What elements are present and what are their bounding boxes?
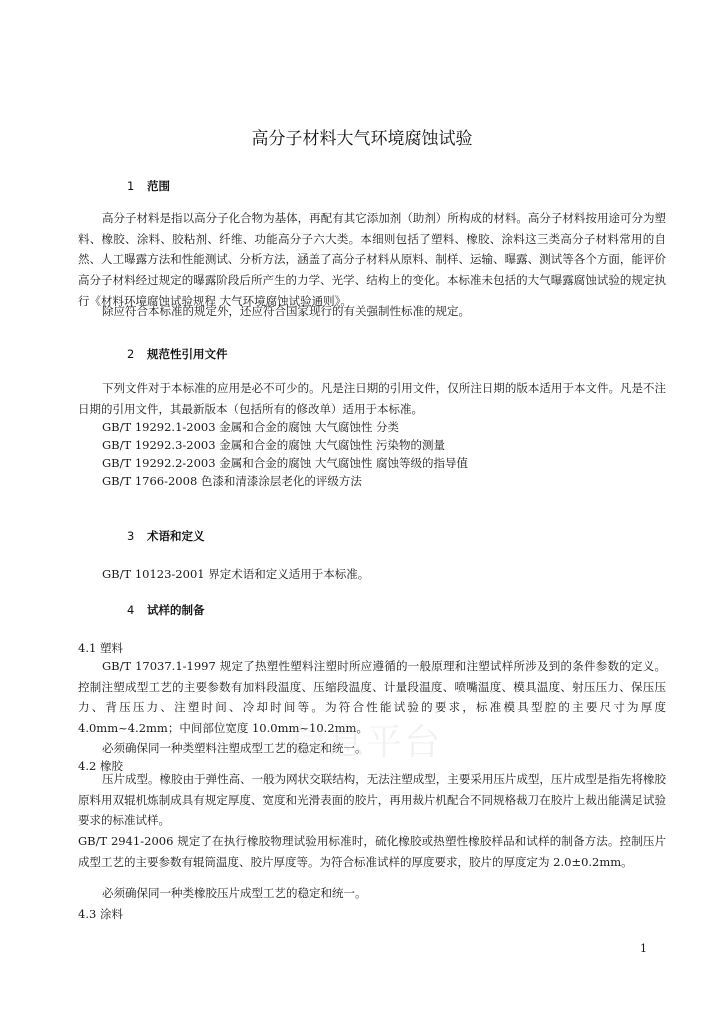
reference-item: GB/T 1766-2008 色漆和清漆涂层老化的评级方法 xyxy=(102,474,362,488)
reference-item: GB/T 19292.2-2003 金属和合金的腐蚀 大气腐蚀性 腐蚀等级的指导值 xyxy=(102,456,469,470)
section-number: 4 xyxy=(127,603,135,617)
scope-paragraph-2: 除应符合本标准的规定外，还应符合国家现行的有关强制性标准的规定。 xyxy=(102,304,470,318)
section-4-heading xyxy=(127,602,205,618)
reference-item: GB/T 19292.1-2003 金属和合金的腐蚀 大气腐蚀性 分类 xyxy=(102,420,400,434)
section-number: 3 xyxy=(127,529,135,543)
section-1-heading xyxy=(127,178,170,194)
plastics-paragraph-1: GB/T 17037.1-1997 规定了热塑性塑料注塑时所应遵循的一般原理和注塑试样所涉及到的条件参数的定义。控制注塑成型工艺的主要参数有加料段温度、压缩段温度、计量段温度、喷嘴温度、模具温度、射压压力、保压压力、背压压力、注塑时间、冷却时间等。为符合性能试验的要求，标准模具型腔的主要尺寸为厚度 4.0mm~4.2mm；中间部位宽度 10.0mm~10.2mm。 xyxy=(78,659,666,736)
reference-item: GB/T 19292.3-2003 金属和合金的腐蚀 大气腐蚀性 污染物的测量 xyxy=(102,438,446,452)
section-title: 范围 xyxy=(147,179,170,193)
subsection-4-3-heading: 4.3 涂料 xyxy=(78,907,123,921)
plastics-paragraph-2: 必须确保同一种类塑料注塑成型工艺的稳定和统一。 xyxy=(102,741,367,755)
rubber-paragraph-1: 压片成型。橡胶由于弹性高、一般为网状交联结构，无法注塑成型，主要采用压片成型，压片成型是指先将橡胶原料用双辊机炼制成具有规定厚度、宽度和光滑表面的胶片，再用裁片机配合不同规格裁刀在胶片上裁出能满足试验要求的标准试样。 xyxy=(78,772,666,828)
refs-intro: 下列文件对于本标准的应用是必不可少的。凡是注日期的引用文件，仅所注日期的版本适用于本文件。凡是不注日期的引用文件，其最新版本（包括所有的修改单）适用于本标准。 xyxy=(78,381,666,416)
page-title: 高分子材料大气环境腐蚀试验 xyxy=(251,129,473,149)
section-number: 2 xyxy=(127,347,135,361)
section-title: 试样的制备 xyxy=(147,603,205,617)
watermark: 信息平台 xyxy=(290,722,443,763)
terms-text: GB/T 10123-2001 界定术语和定义适用于本标准。 xyxy=(102,567,370,581)
scope-paragraph-1: 高分子材料是指以高分子化合物为基体，再配有其它添加剂（助剂）所构成的材料。高分子材料按用途可分为塑料、橡胶、涂料、胶粘剂、纤维、功能高分子六大类。本细则包括了塑料、橡胶、涂料这三类高分子材料常用的自然、人工曝露方法和性能测试、分析方法，涵盖了高分子材料从原料、制样、运输、曝露、测试等各个方面，能评价高分子材料经过规定的曝露阶段后所产生的力学、光学、结构上的变化。本标准未包括的大气曝露腐蚀试验的规定执行《材料环境腐蚀试验规程 大气环境腐蚀试验通则》。 xyxy=(78,211,666,308)
section-3-heading xyxy=(127,528,205,544)
rubber-paragraph-2: GB/T 2941-2006 规定了在执行橡胶物理试验用标准时，硫化橡胶或热塑性橡胶样品和试样的制备方法。控制压片成型工艺的主要参数有辊筒温度、胶片厚度等。为符合标准试样的厚度要求，胶片的厚度定为 2.0±0.2mm。 xyxy=(78,834,666,869)
section-2-heading xyxy=(127,346,228,362)
section-title: 规范性引用文件 xyxy=(147,347,228,361)
section-title: 术语和定义 xyxy=(147,529,205,543)
section-number: 1 xyxy=(127,179,135,193)
rubber-paragraph-3: 必须确保同一种类橡胶压片成型工艺的稳定和统一。 xyxy=(102,886,367,900)
subsection-4-2-heading: 4.2 橡胶 xyxy=(78,759,123,773)
page-number: 1 xyxy=(640,942,647,955)
subsection-4-1-heading: 4.1 塑料 xyxy=(78,641,123,655)
